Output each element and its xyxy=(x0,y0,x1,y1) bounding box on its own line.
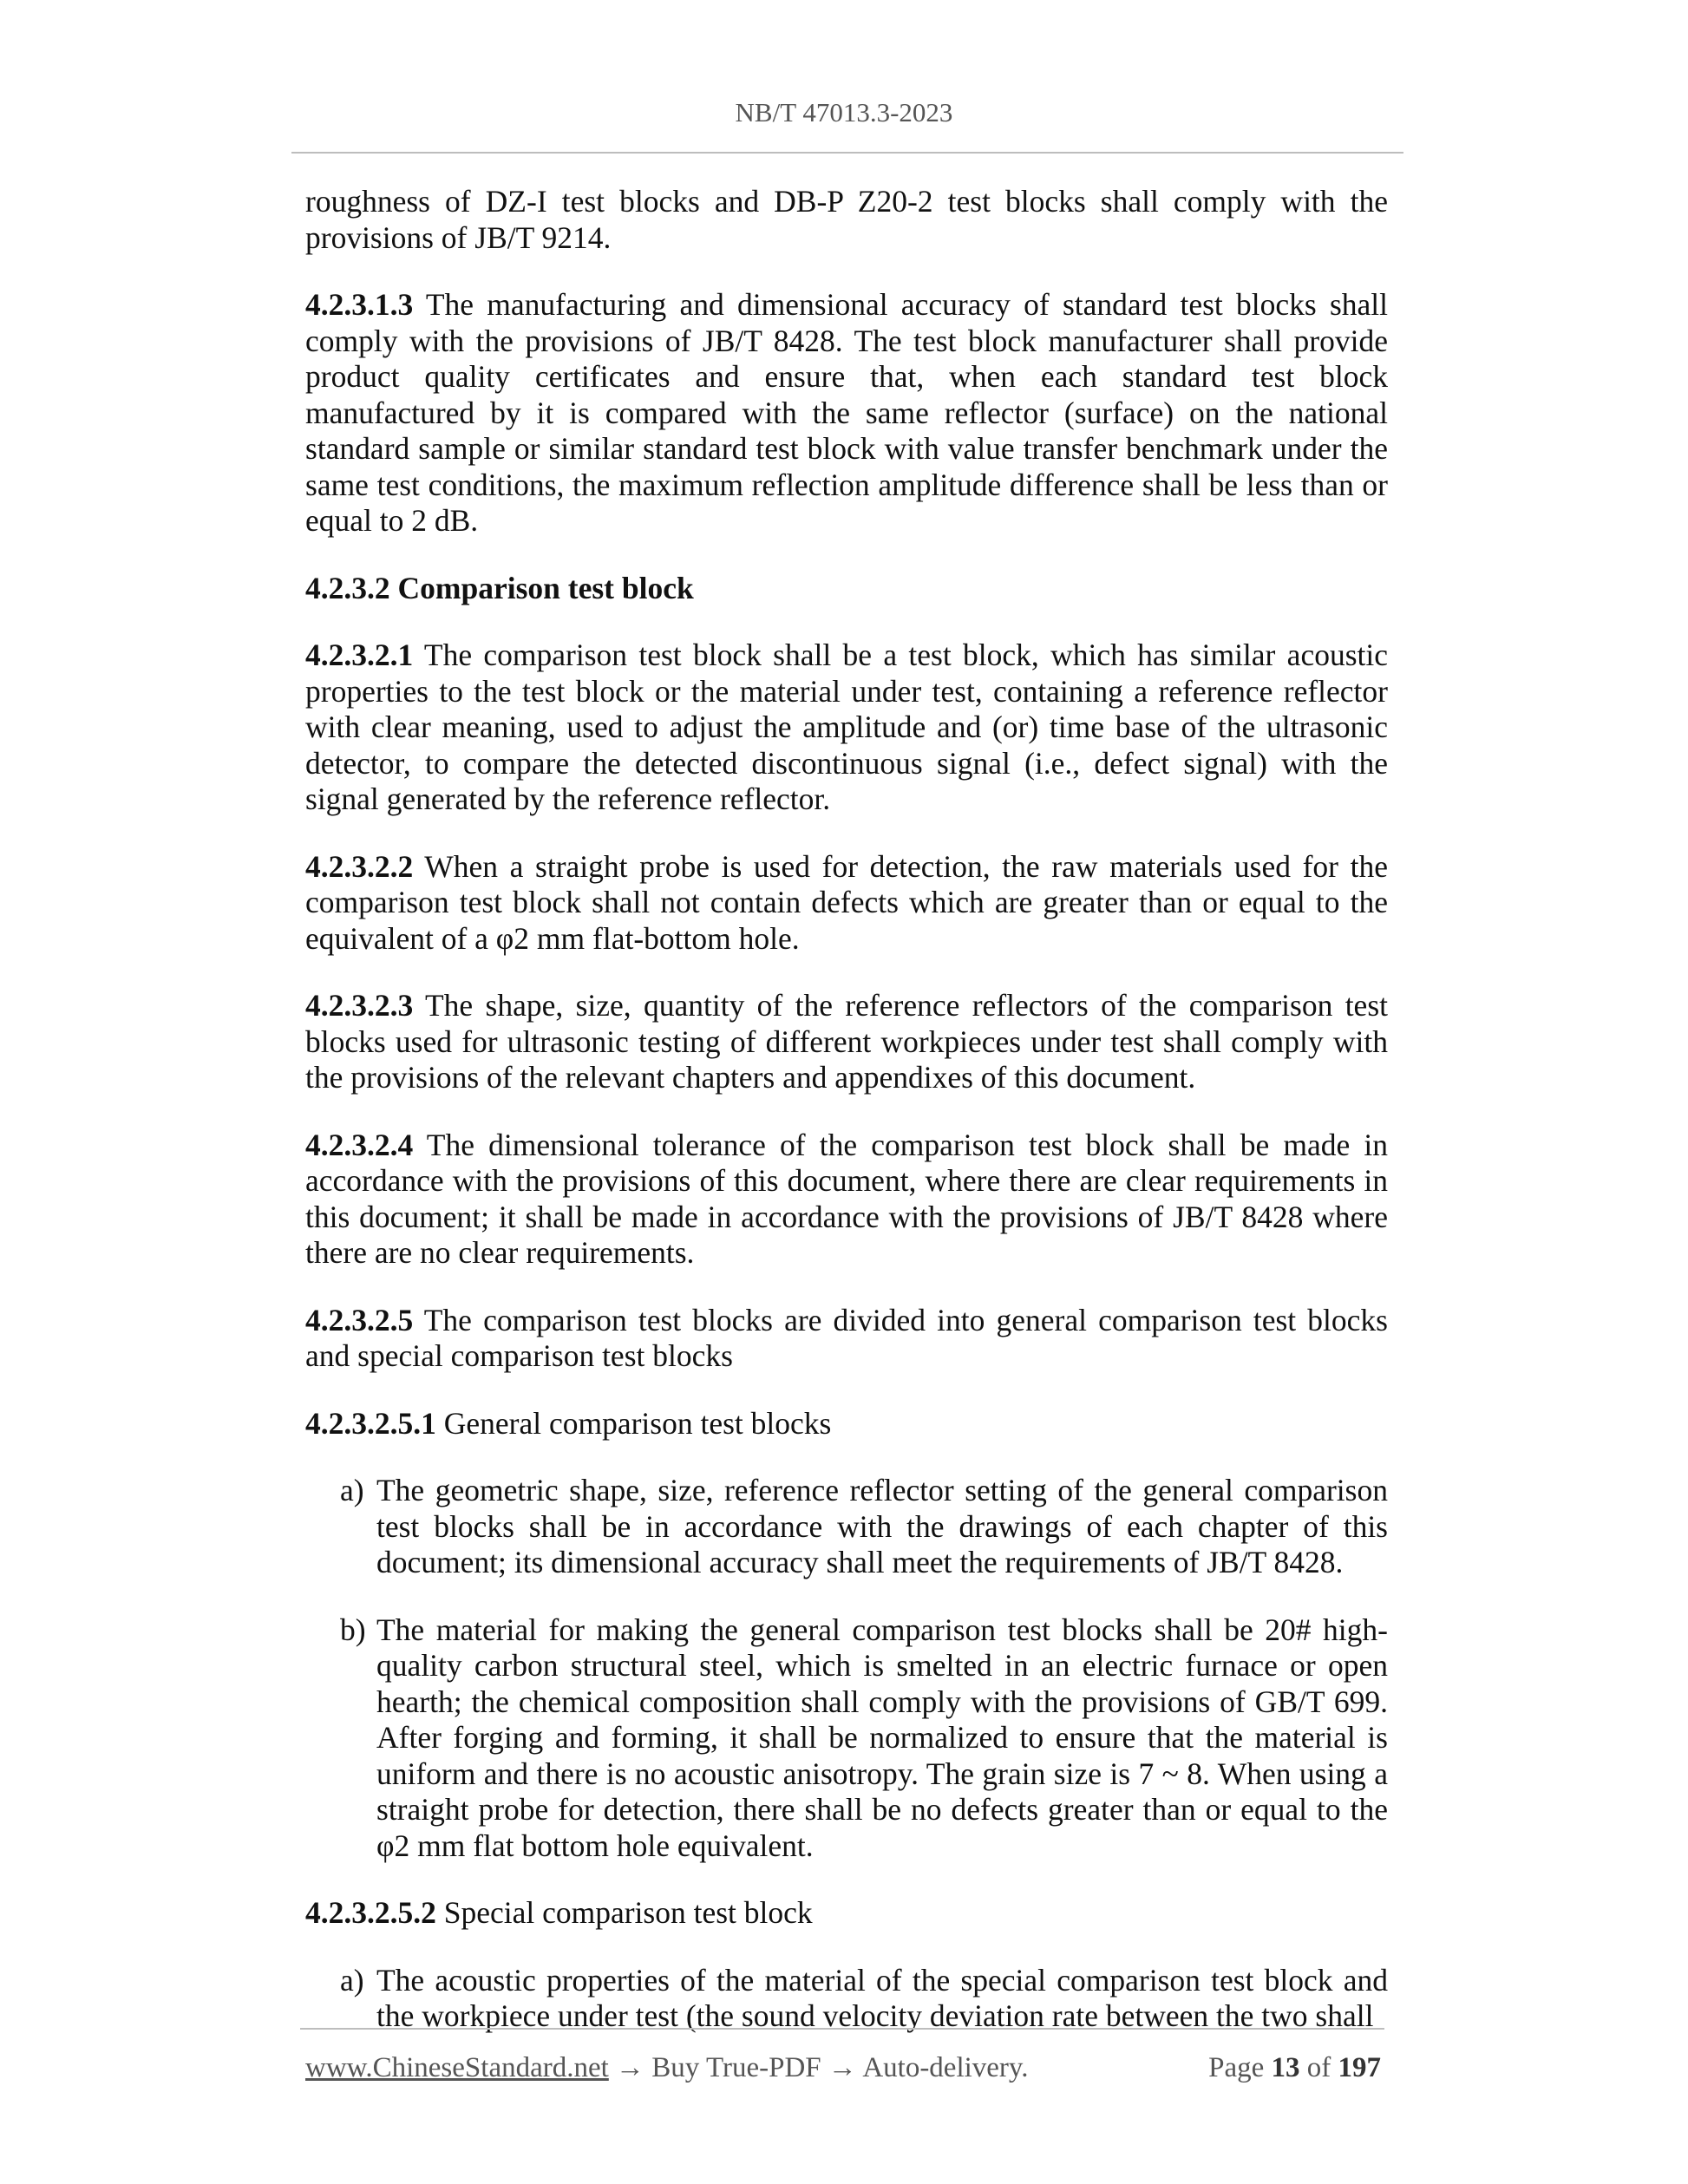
clause-4-2-3-2-5-1 xyxy=(305,1406,1388,1442)
clause-number: 4.2.3.2.1 xyxy=(305,638,414,672)
clause-number: 4.2.3.1.3 xyxy=(305,287,414,322)
list-item xyxy=(340,1963,1388,2035)
section-heading: 4.2.3.2 Comparison test block xyxy=(305,570,694,605)
footer-divider xyxy=(300,2028,1384,2030)
total-pages: 197 xyxy=(1338,2052,1381,2083)
clause-number: 4.2.3.2.5.1 xyxy=(305,1405,436,1441)
clause-4-2-3-2-5-2 xyxy=(305,1895,1388,1932)
document-body xyxy=(305,184,1388,2066)
footer-promo xyxy=(305,2052,1029,2084)
list-item-text: The geometric shape, size, reference reflector setting of the general comparison test blocks shall be in accordance with the drawings of each chapter of this document; its dimensional accuracy shall meet the requirements of JB/T 8428. xyxy=(376,1473,1388,1579)
page-label: Page xyxy=(1208,2052,1265,2083)
page-number xyxy=(1208,2052,1381,2084)
current-page: 13 xyxy=(1271,2052,1300,2083)
of-label: of xyxy=(1306,2052,1331,2083)
clause-number: 4.2.3.2.5.2 xyxy=(305,1895,436,1930)
paragraph-continuation: roughness of DZ-I test blocks and DB-P Z20-2 test blocks shall comply with the provisions of JB/T 9214. xyxy=(305,184,1388,255)
arrow-right-icon: → xyxy=(828,2052,857,2083)
header-divider xyxy=(291,152,1403,154)
clause-text: The comparison test block shall be a test block, which has similar acoustic properties to the test block or the material under test, containing a reference reflector with clear meaning, used to adjust the amplitude and (or) time base of the ultrasonic detector, to compare the detected discontinuous signal (i.e., defect signal) with the signal generated by the reference reflector. xyxy=(305,638,1388,816)
clause-text: The manufacturing and dimensional accuracy of standard test blocks shall comply with the provisions of JB/T 8428. The test block manufacturer shall provide product quality certificates and ensure that, when each standard test block manufactured by it is compared with the same reflector (surface) on the national standard sample or similar standard test block with value transfer benchmark under the same test conditions, the maximum reflection amplitude difference shall be less than or equal to 2 dB. xyxy=(305,287,1388,538)
list-marker: a) xyxy=(340,1473,364,1507)
auto-delivery-text: Auto-delivery. xyxy=(862,2052,1029,2083)
website-link[interactable]: www.ChineseStandard.net xyxy=(305,2052,609,2083)
clause-number: 4.2.3.2.4 xyxy=(305,1127,414,1162)
clause-number: 4.2.3.2.3 xyxy=(305,988,414,1023)
list-item-text: The material for making the general comparison test blocks shall be 20# high-quality carbon structural steel, which is smelted in an electric furnace or open hearth; the chemical composition shall comply with the provisions of GB/T 699. After forging and forming, it shall be normalized to ensure that the material is uniform and there is no acoustic anisotropy. The grain size is 7 ~ 8. When using a straight probe for detection, there shall be no defects greater than or equal to the φ2 mm flat bottom hole equivalent. xyxy=(376,1612,1388,1863)
list-item xyxy=(340,1473,1388,1581)
clause-text: General comparison test blocks xyxy=(435,1405,832,1441)
clause-text: The comparison test blocks are divided into general comparison test blocks and special comparison test blocks xyxy=(305,1302,1388,1373)
clause-4-2-3-2-3 xyxy=(305,988,1388,1096)
clause-text: The shape, size, quantity of the reference reflectors of the comparison test blocks used for ultrasonic testing of different workpieces under test shall comply with the provisions of the relevant chapters and appendixes of this document. xyxy=(305,988,1388,1095)
list-marker: b) xyxy=(340,1612,366,1647)
running-header: NB/T 47013.3-2023 xyxy=(735,97,953,128)
clause-4-2-3-1-3 xyxy=(305,287,1388,539)
buy-pdf-text: Buy True-PDF xyxy=(651,2052,821,2083)
clause-4-2-3-2-2 xyxy=(305,849,1388,958)
list-item-text: The acoustic properties of the material of the special comparison test block and the workpiece under test (the sound velocity deviation rate between the two shall xyxy=(376,1962,1388,2033)
clause-4-2-3-2-4 xyxy=(305,1128,1388,1272)
clause-4-2-3-2-5 xyxy=(305,1303,1388,1375)
clause-number: 4.2.3.2.5 xyxy=(305,1302,414,1337)
clause-text: When a straight probe is used for detection, the raw materials used for the comparison test block shall not contain defects which are greater than or equal to the equivalent of a φ2 mm flat-bottom hole. xyxy=(305,848,1388,956)
clause-text: Special comparison test block xyxy=(435,1895,813,1930)
arrow-right-icon: → xyxy=(616,2052,645,2083)
list-item xyxy=(340,1612,1388,1865)
list-marker: a) xyxy=(340,1962,364,1998)
clause-number: 4.2.3.2.2 xyxy=(305,848,414,884)
clause-text: The dimensional tolerance of the comparison test block shall be made in accordance with the provisions of this document, where there are clear requirements in this document; it shall be made in accordance with the provisions of JB/T 8428 where there are no clear requirements. xyxy=(305,1127,1388,1270)
clause-4-2-3-2-1 xyxy=(305,638,1388,818)
